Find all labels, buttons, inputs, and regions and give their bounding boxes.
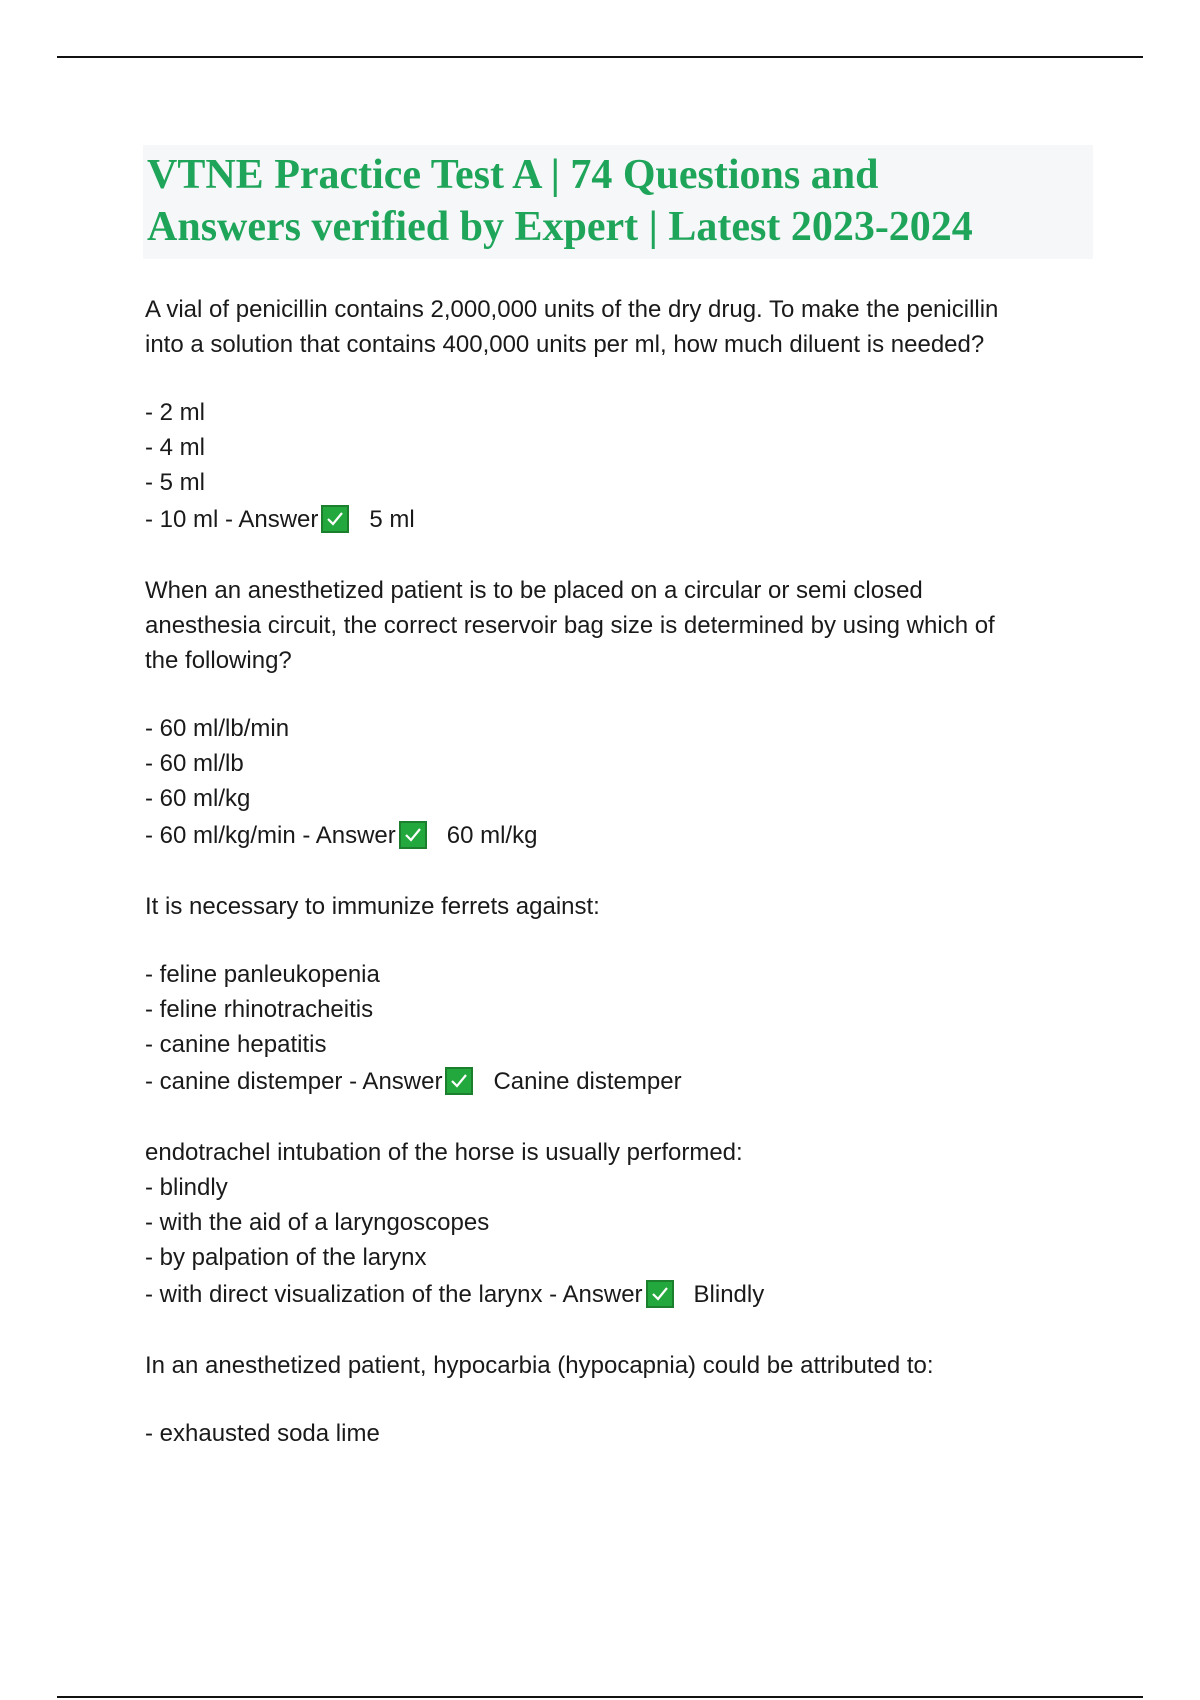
option: - 60 ml/kg [145, 785, 251, 812]
option: - exhausted soda lime [145, 1420, 380, 1447]
option: - by palpation of the larynx [145, 1244, 427, 1271]
top-divider [57, 56, 1143, 58]
option: - feline panleukopenia [145, 961, 380, 988]
question-text: anesthesia circuit, the correct reservoir bag size is determined by using which of [145, 612, 995, 639]
checkmark-icon [445, 1067, 473, 1095]
option: - with the aid of a laryngoscopes [145, 1209, 490, 1236]
question-text: the following? [145, 647, 292, 674]
option: - canine hepatitis [145, 1031, 327, 1058]
question-block [145, 573, 1085, 856]
answer-text: Blindly [693, 1281, 765, 1308]
question-text: In an anesthetized patient, hypocarbia (hypocapnia) could be attributed to: [145, 1352, 934, 1379]
question-text: endotrachel intubation of the horse is usually performed: [145, 1139, 743, 1166]
question-block [145, 1135, 1085, 1315]
option: - canine distemper - Answer [145, 1068, 443, 1095]
option: - 4 ml [145, 434, 205, 461]
question-text: into a solution that contains 400,000 units per ml, how much diluent is needed? [145, 331, 985, 358]
option: - with direct visualization of the larynx - Answer [145, 1281, 643, 1308]
option: - 5 ml [145, 469, 205, 496]
answer-text: 5 ml [369, 506, 415, 533]
question-text: When an anesthetized patient is to be placed on a circular or semi closed [145, 577, 923, 604]
answer-text: 60 ml/kg [446, 822, 538, 849]
answer-line [145, 1062, 1085, 1102]
title-line-1: VTNE Practice Test A | 74 Questions and [147, 152, 879, 198]
document-title [143, 145, 1093, 259]
answer-line [145, 1275, 1085, 1315]
question-block [145, 1348, 1085, 1451]
bottom-divider [57, 1696, 1143, 1698]
checkmark-icon [646, 1280, 674, 1308]
title-line-2: Answers verified by Expert | Latest 2023-2024 [147, 204, 973, 250]
option: - feline rhinotracheitis [145, 996, 374, 1023]
option: - 10 ml - Answer [145, 506, 319, 533]
option: - blindly [145, 1174, 228, 1201]
answer-line [145, 816, 1085, 856]
answer-line [145, 500, 1085, 540]
question-text: A vial of penicillin contains 2,000,000 units of the dry drug. To make the penicillin [145, 296, 999, 323]
questions-body [145, 292, 1085, 1451]
checkmark-icon [399, 821, 427, 849]
checkmark-icon [321, 505, 349, 533]
question-block [145, 889, 1085, 1102]
answer-text: Canine distemper [493, 1068, 682, 1095]
option: - 60 ml/lb [145, 750, 244, 777]
option: - 2 ml [145, 399, 205, 426]
option: - 60 ml/lb/min [145, 715, 290, 742]
option: - 60 ml/kg/min - Answer [145, 822, 396, 849]
question-block [145, 292, 1085, 540]
question-text: It is necessary to immunize ferrets against: [145, 893, 600, 920]
